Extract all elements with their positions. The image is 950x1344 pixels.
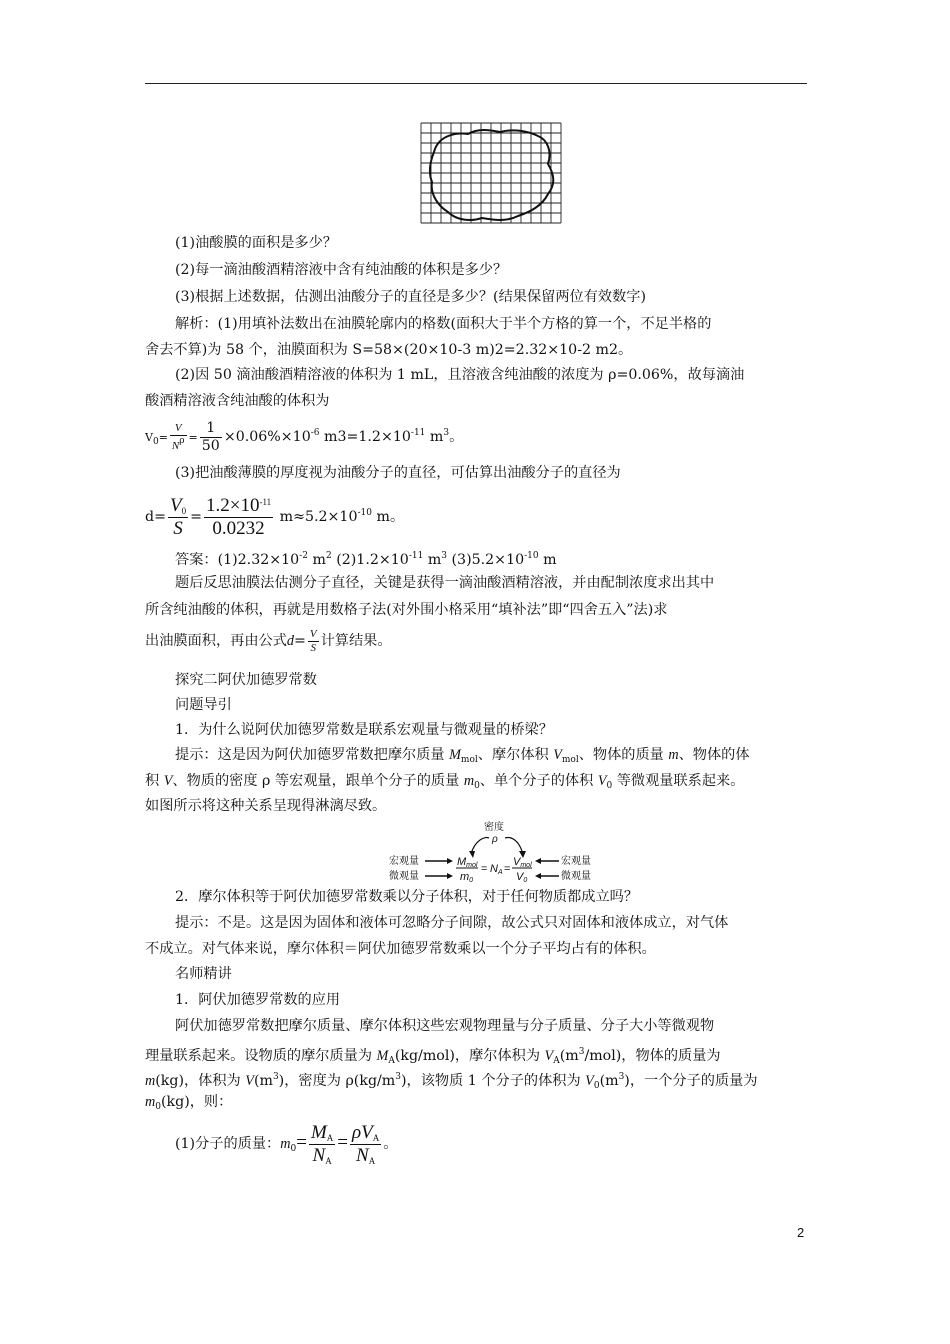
diagram-density-label: 密度 <box>484 822 504 833</box>
svg-text:V0: V0 <box>516 871 528 884</box>
question-1: (1)油酸膜的面积是多少？ <box>175 235 337 251</box>
reflection-fraction: $\frac{V}{S}$ <box>309 627 317 654</box>
oil-film-grid-figure <box>420 122 562 224</box>
v0-symbol: V <box>145 431 153 444</box>
svg-text:=: = <box>481 863 488 875</box>
application-d: $m_0(kg)$，则： <box>145 1094 233 1112</box>
v0-fraction-1: $\frac{V}{N^\rho}$ <box>171 421 185 452</box>
diagram-micro-left: 微观量 <box>389 871 419 882</box>
oil-film-outline <box>430 130 553 220</box>
section2-q1: 1．为什么说阿伏加德罗常数是联系宏观量与微观量的桥梁？ <box>175 722 553 738</box>
reflection-c: 出油膜面积，再由公式d= $\frac{V}{S}$ 计算结果。 <box>145 627 392 654</box>
answer-line: 答案：$(1)2.32\times 10^{-2}$ $m^2$ $(2)1.2\times 10^{-11}$ $m^3$ $(3)5.2\times 10^{-10}$ m <box>175 551 557 568</box>
solution-p3: (3)把油酸薄膜的厚度视为油酸分子的直径，可估算出油酸分子的直径为 <box>175 465 621 481</box>
d-formula: d= $\frac{V_0}{S}$ = $\frac{1.2\times 10^{-11}}{0.0232}$ $m\approx 5.2\times 10^{-10}$ m。 <box>145 494 405 539</box>
hint2-b: 不成立。对气体来说，摩尔体积＝阿伏加德罗常数乘以一个分子平均占有的体积。 <box>145 941 656 957</box>
page-number: 2 <box>797 1225 805 1240</box>
diagram-micro-right: 微观量 <box>561 871 591 882</box>
section2-sub1: 问题导引 <box>175 697 232 713</box>
section2-q2: 2．摩尔体积等于阿伏加德罗常数乘以分子体积，对于任何物质都成立吗？ <box>175 889 639 905</box>
application-b: 理量联系起来。设物质的摩尔质量为 $M_A(kg/mol)$，摩尔体积为 $V_A(m^3/mol)$，物体的质量为 <box>145 1047 721 1066</box>
svg-text:NA: NA <box>490 863 503 876</box>
mass-fraction-2: $\frac{\rho V_A}{N_A}$ <box>351 1121 380 1166</box>
diagram-macro-right: 宏观量 <box>561 856 591 867</box>
solution-p2-b: 酸酒精溶液含纯油酸的体积为 <box>145 393 330 409</box>
solution-p2-a: (2)因 50 滴油酸酒精溶液的体积为 1 mL，且溶液含纯油酸的浓度为 ρ=0.06%，故每滴油 <box>175 367 745 383</box>
question-2: (2)每一滴油酸酒精溶液中含有纯油酸的体积是多少？ <box>175 262 508 278</box>
section2-title: 探究二阿伏加德罗常数 <box>175 672 317 688</box>
diagram-arrowhead-left <box>469 851 475 858</box>
hint2-a: 提示：不是。这是因为固体和液体可忽略分子间隙，故公式只对固体和液体成立，对气体 <box>175 915 729 931</box>
v0-formula: $V_0=$ $\frac{V}{N^\rho}$ = $\frac{1}{50}$ $\times 0.06\%\times 10^{-6}$ $m3=1.2\times 10^{-11}$ $m^3$。 <box>145 420 464 454</box>
reflection-a: 题后反思油膜法估测分子直径，关键是获得一滴油酸酒精溶液，并由配制浓度求出其中 <box>175 575 715 591</box>
solution-p1-a: 解析：(1)用填补法数出在油膜轮廓内的格数(面积大于半个方格的算一个，不足半格的 <box>175 316 712 332</box>
question-3: (3)根据上述数据，估测出油酸分子的直径是多少？(结果保留两位有效数字) <box>175 289 646 305</box>
application-c: m(kg)，体积为 $V(m^3)$，密度为 $\rho(kg/m^3)$，该物质 1 个分子的体积为 $V_0(m^3)$，一个分子的质量为 <box>145 1072 758 1091</box>
d-fraction-1: $\frac{V_0}{S}$ <box>169 494 187 539</box>
reflection-b: 所含纯油酸的体积，再就是用数格子法(对外围小格采用“填补法”即“四舍五入”法)求 <box>145 602 668 618</box>
avogadro-relation-diagram <box>385 818 595 884</box>
diagram-rho: ρ <box>492 834 498 845</box>
svg-text:Mmol: Mmol <box>457 856 478 869</box>
hint1-c: 如图所示将这种关系呈现得淋漓尽致。 <box>145 798 387 814</box>
hint1-b: 积 V、物质的密度 ρ 等宏观量，跟单个分子的质量 $m_0$、单个分子的体积 $V_0$ 等微观量联系起来。 <box>145 773 745 791</box>
section2-sub2: 名师精讲 <box>175 966 232 982</box>
application-title: 1．阿伏加德罗常数的应用 <box>175 992 341 1008</box>
svg-text:=: = <box>504 863 511 875</box>
v0-fraction-2: $\frac{1}{50}$ <box>201 420 220 454</box>
solution-p1-b: 舍去不算)为 58 个，油膜面积为 S=58×(20×10-3 m)2=2.32×10-2 m2。 <box>145 342 633 358</box>
application-a: 阿伏加德罗常数把摩尔质量、摩尔体积这些宏观物理量与分子质量、分子大小等微观物 <box>175 1018 715 1034</box>
svg-text:m0: m0 <box>460 871 474 884</box>
svg-text:Vmol: Vmol <box>513 856 532 869</box>
mass-fraction-1: $\frac{M_A}{N_A}$ <box>310 1121 334 1166</box>
molecule-mass-formula: (1)分子的质量：$m_0=$ $\frac{M_A}{N_A}$ = $\frac{\rho V_A}{N_A}$ 。 <box>175 1121 398 1166</box>
diagram-macro-left: 宏观量 <box>389 856 419 867</box>
hint1-a: 提示：这是因为阿伏加德罗常数把摩尔质量 $M_{mol}$、摩尔体积 $V_{mol}$、物体的质量 m、物体的体 <box>175 747 750 765</box>
header-rule <box>145 83 807 84</box>
d-fraction-2: $\frac{1.2\times 10^{-11}}{0.0232}$ <box>205 494 272 539</box>
